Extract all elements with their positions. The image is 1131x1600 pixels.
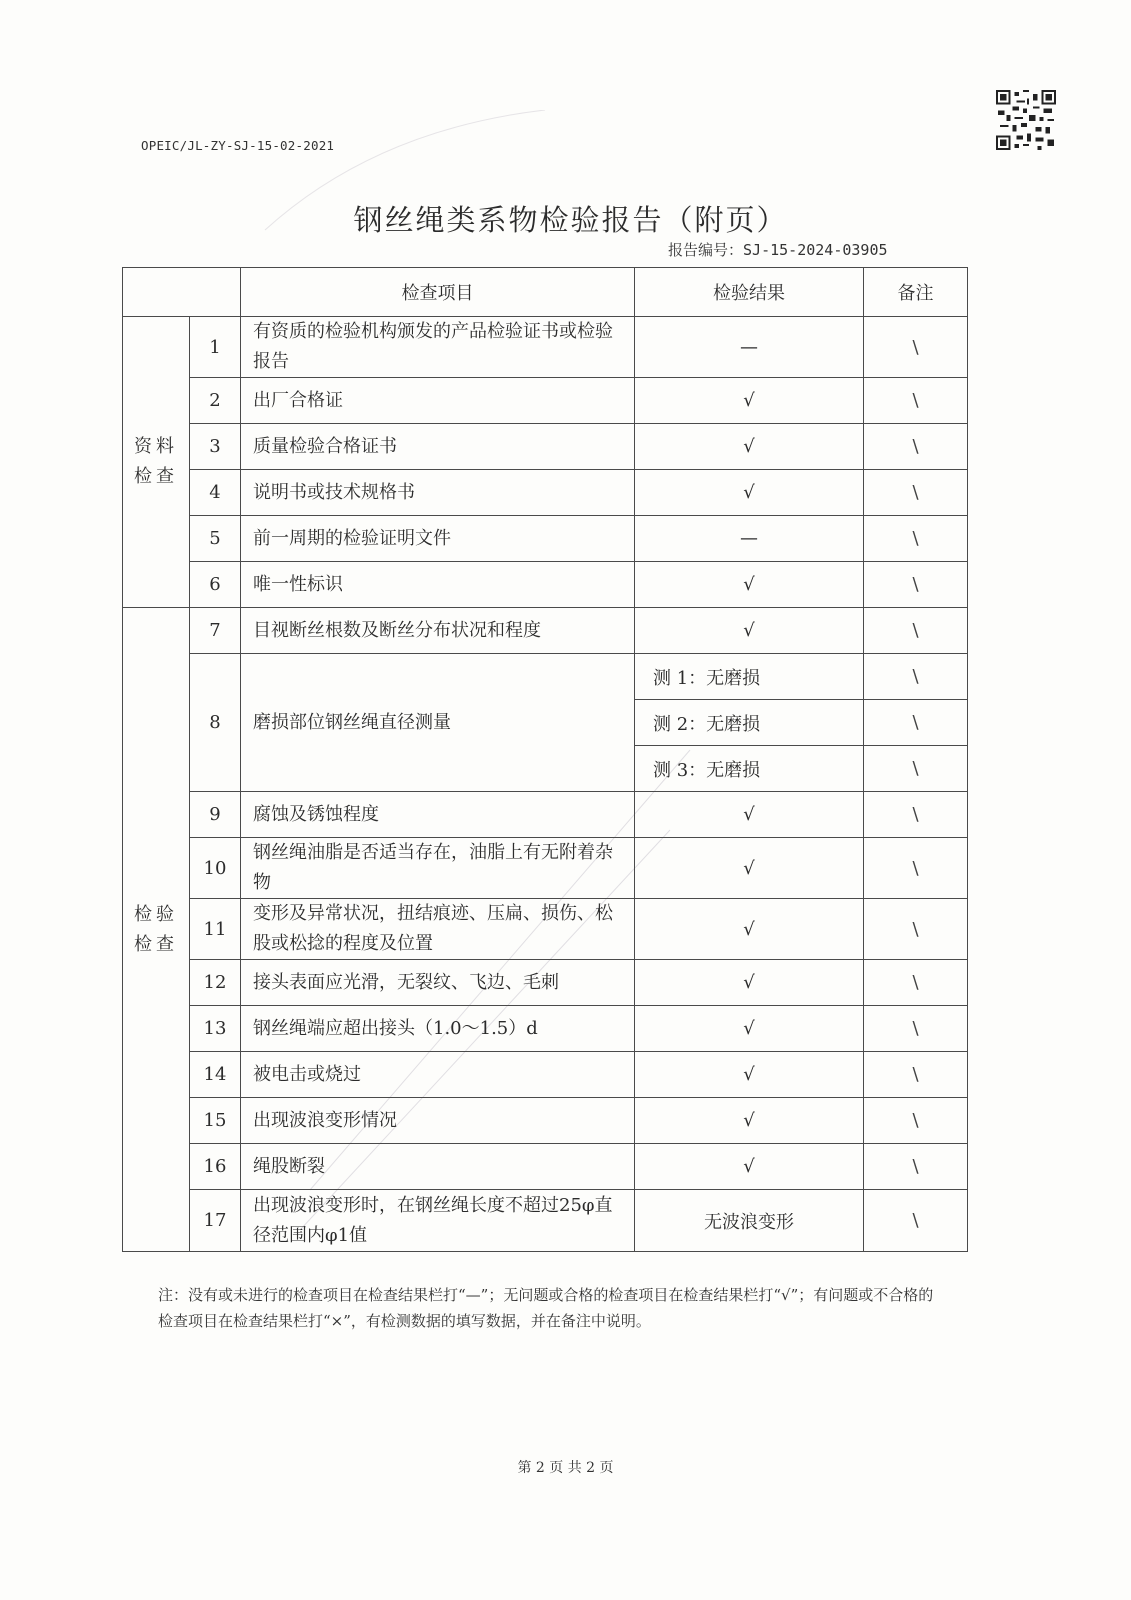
page-title: 钢丝绳类系物检验报告（附页）	[353, 203, 788, 237]
row-item: 磨损部位钢丝绳直径测量	[241, 654, 635, 792]
document-code: OPEIC/JL-ZY-SJ-15-02-2021	[141, 138, 335, 153]
row-note: \	[864, 317, 968, 378]
category-inspect: 检验检查	[123, 608, 190, 1252]
table-row	[123, 792, 968, 838]
row-item: 钢丝绳油脂是否适当存在，油脂上有无附着杂物	[241, 838, 635, 899]
report-number-value: SJ-15-2024-03905	[743, 241, 888, 259]
row-number: 16	[190, 1144, 241, 1190]
report-number-label: 报告编号：	[668, 241, 744, 259]
table-row	[123, 654, 968, 700]
row-item: 出厂合格证	[241, 378, 635, 424]
row-note: \	[864, 792, 968, 838]
row-result: √	[635, 378, 864, 424]
row-note: \	[864, 654, 968, 700]
row-note: \	[864, 1006, 968, 1052]
category-docs: 资料检查	[123, 317, 190, 608]
table-row	[123, 1144, 968, 1190]
row-number: 17	[190, 1190, 241, 1252]
row-result: 无波浪变形	[635, 1190, 864, 1252]
row-number: 13	[190, 1006, 241, 1052]
row-item: 钢丝绳端应超出接头（1.0～1.5）d	[241, 1006, 635, 1052]
row-note: \	[864, 608, 968, 654]
row-result: √	[635, 1006, 864, 1052]
row-item: 说明书或技术规格书	[241, 470, 635, 516]
row-note: \	[864, 562, 968, 608]
row-number: 15	[190, 1098, 241, 1144]
measurement-3: 测 3：无磨损	[635, 746, 864, 792]
footnote: 注：没有或未进行的检查项目在检查结果栏打“—”；无问题或合格的检查项目在检查结果栏打“√”；有问题或不合格的检查项目在检查结果栏打“×”，有检测数据的填写数据，并在备注中说明。	[158, 1286, 934, 1330]
row-number: 12	[190, 960, 241, 1006]
row-note: \	[864, 424, 968, 470]
table-row	[123, 378, 968, 424]
row-result: √	[635, 899, 864, 960]
row-number: 14	[190, 1052, 241, 1098]
row-result: √	[635, 960, 864, 1006]
inspection-table	[122, 267, 968, 1252]
row-number: 10	[190, 838, 241, 899]
table-row	[123, 899, 968, 960]
table-row	[123, 562, 968, 608]
row-number: 5	[190, 516, 241, 562]
row-result: —	[635, 516, 864, 562]
row-result: √	[635, 1144, 864, 1190]
header-note: 备注	[864, 268, 968, 317]
row-result: √	[635, 608, 864, 654]
row-number: 9	[190, 792, 241, 838]
table-row	[123, 1052, 968, 1098]
row-item: 被电击或烧过	[241, 1052, 635, 1098]
header-item: 检查项目	[241, 268, 635, 317]
report-number	[668, 239, 888, 260]
row-result: √	[635, 838, 864, 899]
row-item: 绳股断裂	[241, 1144, 635, 1190]
qr-code-icon	[996, 90, 1056, 150]
row-item: 前一周期的检验证明文件	[241, 516, 635, 562]
row-number: 1	[190, 317, 241, 378]
row-result: √	[635, 424, 864, 470]
row-note: \	[864, 899, 968, 960]
row-note: \	[864, 1144, 968, 1190]
row-item: 目视断丝根数及断丝分布状况和程度	[241, 608, 635, 654]
table-row	[123, 516, 968, 562]
row-result: √	[635, 470, 864, 516]
row-note: \	[864, 1190, 968, 1252]
row-item: 出现波浪变形时，在钢丝绳长度不超过25φ直径范围内φ1值	[241, 1190, 635, 1252]
row-number: 2	[190, 378, 241, 424]
row-result: —	[635, 317, 864, 378]
table-row	[123, 960, 968, 1006]
header-blank-cell	[123, 268, 241, 317]
table-row	[123, 1006, 968, 1052]
row-number: 6	[190, 562, 241, 608]
row-result: √	[635, 1098, 864, 1144]
row-item: 变形及异常状况，扭结痕迹、压扁、损伤、松股或松捻的程度及位置	[241, 899, 635, 960]
row-number: 7	[190, 608, 241, 654]
row-item: 接头表面应光滑，无裂纹、飞边、毛刺	[241, 960, 635, 1006]
table-row	[123, 608, 968, 654]
row-result: √	[635, 1052, 864, 1098]
table-header-row	[123, 268, 968, 317]
row-note: \	[864, 470, 968, 516]
table-row	[123, 1190, 968, 1252]
row-note: \	[864, 1052, 968, 1098]
row-note: \	[864, 746, 968, 792]
table-row	[123, 470, 968, 516]
row-note: \	[864, 838, 968, 899]
row-result: √	[635, 562, 864, 608]
table-row	[123, 838, 968, 899]
row-note: \	[864, 516, 968, 562]
row-item: 唯一性标识	[241, 562, 635, 608]
row-number: 8	[190, 654, 241, 792]
measurement-2: 测 2：无磨损	[635, 700, 864, 746]
row-number: 11	[190, 899, 241, 960]
header-result: 检验结果	[635, 268, 864, 317]
row-item: 有资质的检验机构颁发的产品检验证书或检验报告	[241, 317, 635, 378]
table-row	[123, 317, 968, 378]
row-note: \	[864, 1098, 968, 1144]
row-number: 4	[190, 470, 241, 516]
row-note: \	[864, 960, 968, 1006]
row-item: 质量检验合格证书	[241, 424, 635, 470]
row-note: \	[864, 378, 968, 424]
table-row	[123, 1098, 968, 1144]
table-row	[123, 424, 968, 470]
measurement-1: 测 1：无磨损	[635, 654, 864, 700]
row-number: 3	[190, 424, 241, 470]
row-item: 腐蚀及锈蚀程度	[241, 792, 635, 838]
page-number: 第 2 页 共 2 页	[517, 1460, 614, 1476]
row-item: 出现波浪变形情况	[241, 1098, 635, 1144]
row-result: √	[635, 792, 864, 838]
row-note: \	[864, 700, 968, 746]
